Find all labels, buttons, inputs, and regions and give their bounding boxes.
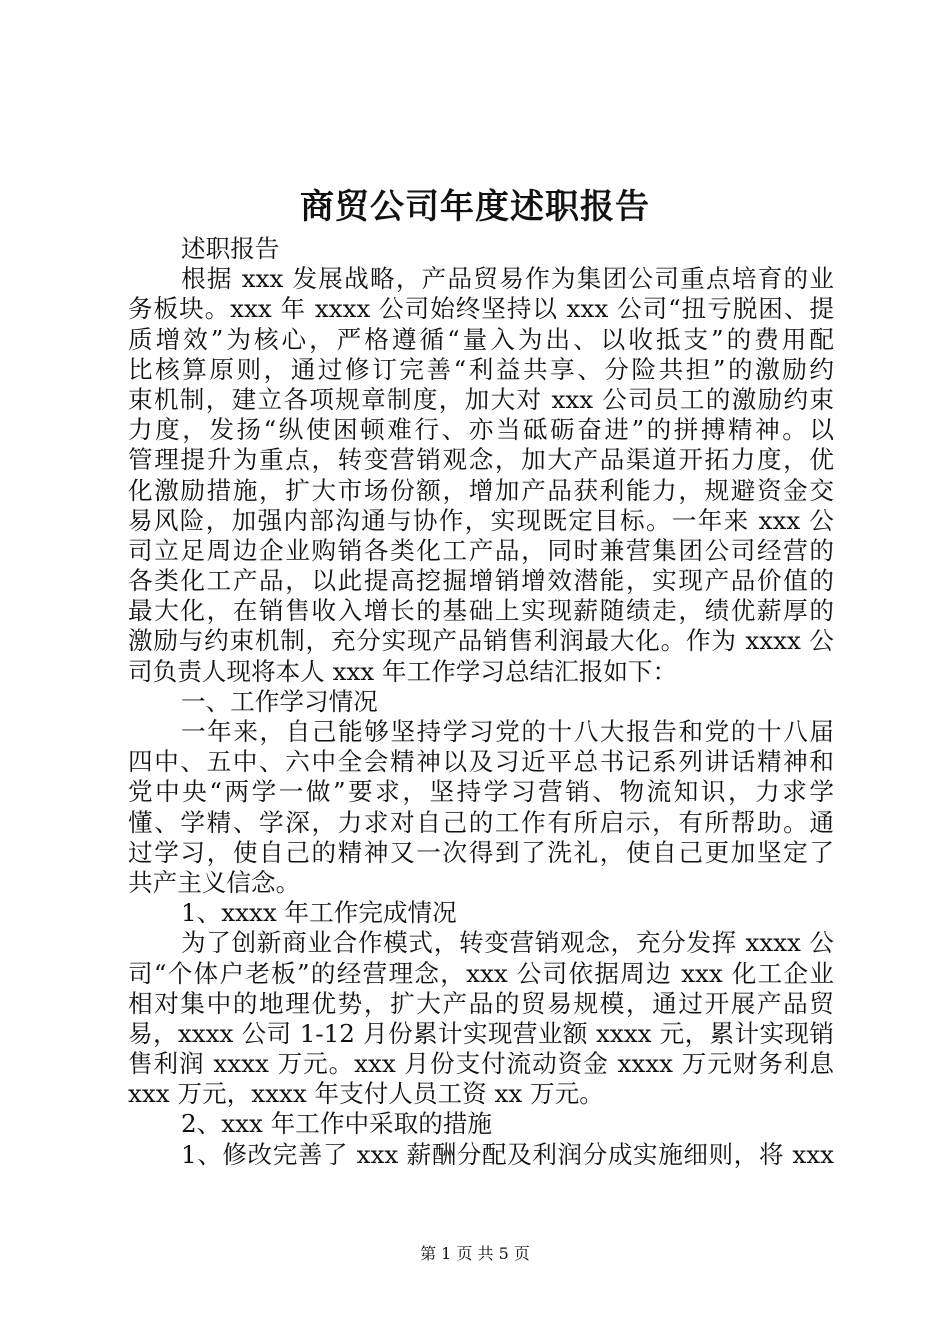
text-line: 四中、五中、六中全会精神以及习近平总书记系列讲话精神和 xyxy=(128,747,834,777)
text-line: 质增效”为核心，严格遵循“量入为出、以收抵支”的费用配 xyxy=(128,324,834,354)
text-line: 1、xxxx 年工作完成情况 xyxy=(181,898,457,928)
text-line: 过学习，使自己的精神又一次得到了洗礼，使自己更加坚定了 xyxy=(128,837,834,867)
text-line: 一、工作学习情况 xyxy=(181,686,378,716)
text-line: 司立足周边企业购销各类化工产品，同时兼营集团公司经营的 xyxy=(128,535,834,565)
text-line: 激励与约束机制，充分实现产品销售利润最大化。作为 xxxx 公 xyxy=(128,626,834,656)
text-line: 懂、学精、学深，力求对自己的工作有所启示，有所帮助。通 xyxy=(128,807,834,837)
text-line: 司负责人现将本人 xxx 年工作学习总结汇报如下： xyxy=(128,656,678,686)
document-title: 商贸公司年度述职报告 xyxy=(300,187,650,227)
page-footer: 第 1 页 共 5 页 xyxy=(420,1244,530,1263)
document-body xyxy=(128,234,834,1170)
text-line: 司“个体户老板”的经营理念，xxx 公司依据周边 xxx 化工企业 xyxy=(128,958,834,988)
text-line: 力度，发扬“纵使困顿难行、亦当砥砺奋进”的拼搏精神。以 xyxy=(128,415,834,445)
text-line: 述职报告 xyxy=(181,234,280,263)
text-line: 为了创新商业合作模式，转变营销观念，充分发挥 xxxx 公 xyxy=(181,928,834,958)
text-line: 易风险，加强内部沟通与协作，实现既定目标。一年来 xxx 公 xyxy=(128,505,834,535)
text-line: 售利润 xxxx 万元。xxx 月份支付流动资金 xxxx 万元财务利息 xyxy=(128,1049,834,1079)
text-line: 各类化工产品，以此提高挖掘增销增效潜能，实现产品价值的 xyxy=(128,566,834,596)
text-line: 根据 xxx 发展战略，产品贸易作为集团公司重点培育的业 xyxy=(181,264,834,294)
text-line: 党中央“两学一做”要求，坚持学习营销、物流知识，力求学 xyxy=(128,777,834,807)
text-line: 共产主义信念。 xyxy=(128,867,301,897)
text-line: 最大化，在销售收入增长的基础上实现薪随绩走，绩优薪厚的 xyxy=(128,596,834,626)
text-line: 化激励措施，扩大市场份额，增加产品获利能力，规避资金交 xyxy=(128,475,834,505)
text-line: 一年来，自己能够坚持学习党的十八大报告和党的十八届 xyxy=(181,717,834,746)
text-line: 易，xxxx 公司 1-12 月份累计实现营业额 xxxx 元，累计实现销 xyxy=(128,1018,834,1048)
text-line: 1、修改完善了 xxx 薪酬分配及利润分成实施细则，将 xxx xyxy=(181,1139,834,1169)
text-line: 相对集中的地理优势，扩大产品的贸易规模，通过开展产品贸 xyxy=(128,988,834,1018)
text-line: 2、xxx 年工作中采取的措施 xyxy=(181,1109,493,1139)
text-line: 比核算原则，通过修订完善“利益共享、分险共担”的激励约 xyxy=(128,354,834,384)
text-line: xxx 万元，xxxx 年支付人员工资 xx 万元。 xyxy=(128,1079,604,1109)
text-line: 务板块。xxx 年 xxxx 公司始终坚持以 xxx 公司“扭亏脱困、提 xyxy=(128,294,834,324)
text-line: 束机制，建立各项规章制度，加大对 xxx 公司员工的激励约束 xyxy=(128,384,834,414)
text-line: 管理提升为重点，转变营销观念，加大产品渠道开拓力度，优 xyxy=(128,445,834,475)
